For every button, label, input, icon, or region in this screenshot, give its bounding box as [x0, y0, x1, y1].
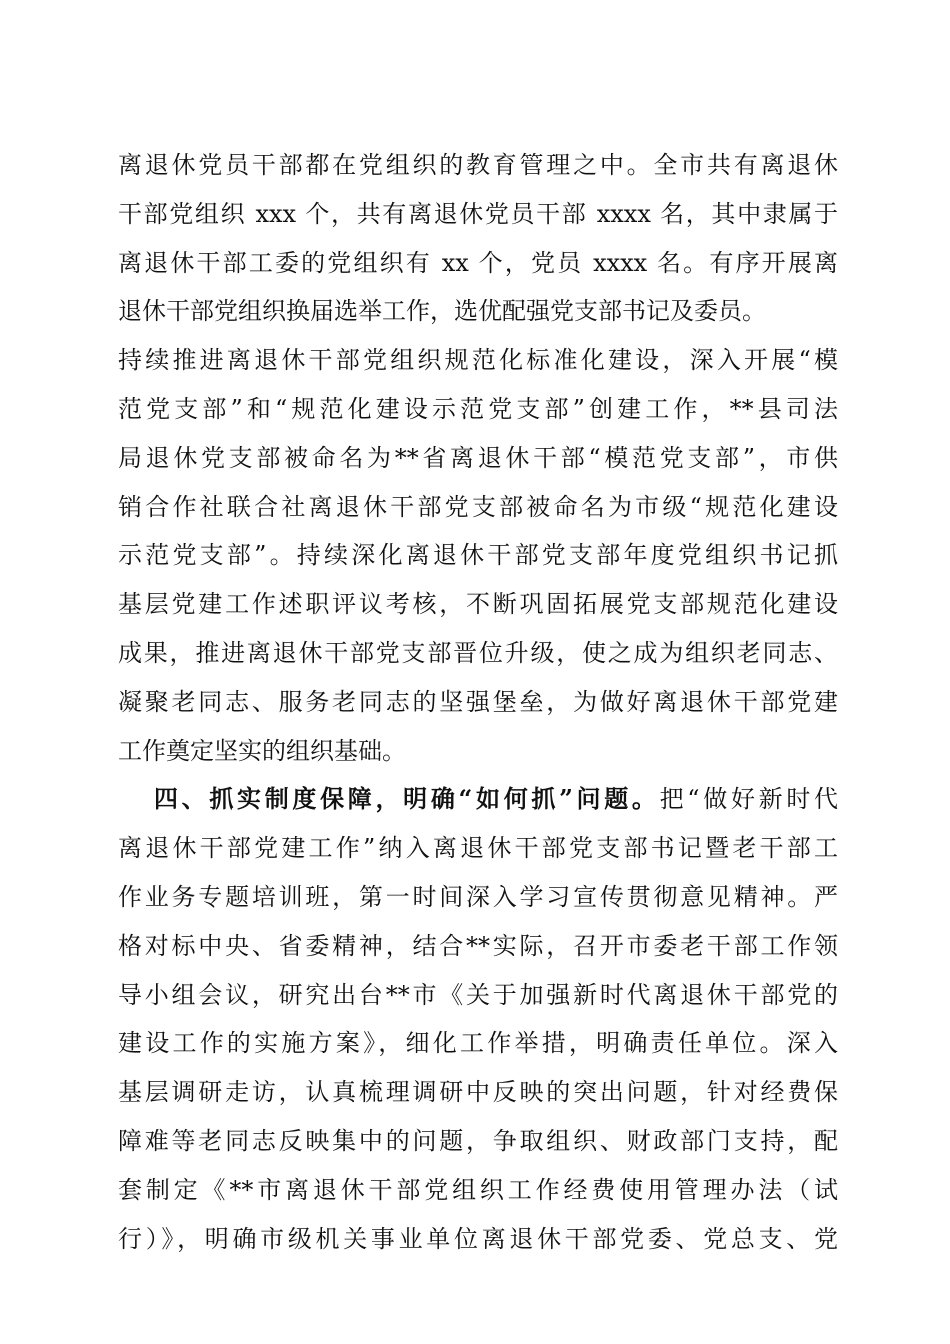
paragraph-organization: [118, 141, 838, 775]
heading-continuation: 把“做好新时代: [659, 785, 839, 814]
text-line: 退休干部党组织换届选举工作，选优配强党支部书记及委员。: [118, 297, 766, 326]
text-line: 基层党建工作述职评议考核，不断巩固拓展党支部规范化建设: [118, 590, 838, 619]
text-line: 示范党支部”。持续深化离退休干部党支部年度党组织书记抓: [118, 541, 838, 570]
section-heading: 四、抓实制度保障，明确“如何抓”问题。: [154, 784, 660, 814]
text-line: 范党支部”和“规范化建设示范党支部”创建工作，**县司法: [118, 394, 838, 423]
text-line: 凝聚老同志、服务老同志的坚强堡垒，为做好离退休干部党建: [118, 687, 838, 716]
text-line: [118, 775, 838, 824]
paragraph-system-guarantee: [118, 775, 838, 1263]
text-line: 离退休干部工委的党组织有 xx 个，党员 xxxx 名。有序开展离: [118, 248, 838, 277]
text-line: 局退休党支部被命名为**省离退休干部“模范党支部”，市供: [118, 443, 838, 472]
text-line: 障难等老同志反映集中的问题，争取组织、财政部门支持，配: [118, 1126, 838, 1155]
text-line: 格对标中央、省委精神，结合**实际，召开市委老干部工作领: [118, 931, 838, 960]
text-line: 成果，推进离退休干部党支部晋位升级，使之成为组织老同志、: [118, 638, 838, 667]
text-line: 行）》，明确市级机关事业单位离退休干部党委、党总支、党: [118, 1224, 838, 1253]
text-line: 干部党组织 xxx 个，共有离退休党员干部 xxxx 名，其中隶属于: [118, 199, 838, 228]
text-line: 持续推进离退休干部党组织规范化标准化建设，深入开展“模: [118, 346, 838, 375]
text-line: 离退休党员干部都在党组织的教育管理之中。全市共有离退休: [118, 151, 838, 179]
text-line: 销合作社联合社离退休干部党支部被命名为市级“规范化建设: [118, 492, 838, 521]
text-line: 作业务专题培训班，第一时间深入学习宣传贯彻意见精神。严: [118, 882, 838, 911]
text-line: 套制定《**市离退休干部党组织工作经费使用管理办法（试: [118, 1175, 838, 1204]
text-line: 建设工作的实施方案》，细化工作举措，明确责任单位。深入: [118, 1029, 838, 1058]
text-line: 基层调研走访，认真梳理调研中反映的突出问题，针对经费保: [118, 1078, 838, 1107]
text-line: 工作奠定坚实的组织基础。: [118, 736, 406, 765]
document-body: [118, 141, 838, 1263]
text-line: 导小组会议，研究出台**市《关于加强新时代离退休干部党的: [118, 980, 838, 1009]
text-line: 离退休干部党建工作”纳入离退休干部党支部书记暨老干部工: [118, 834, 838, 863]
